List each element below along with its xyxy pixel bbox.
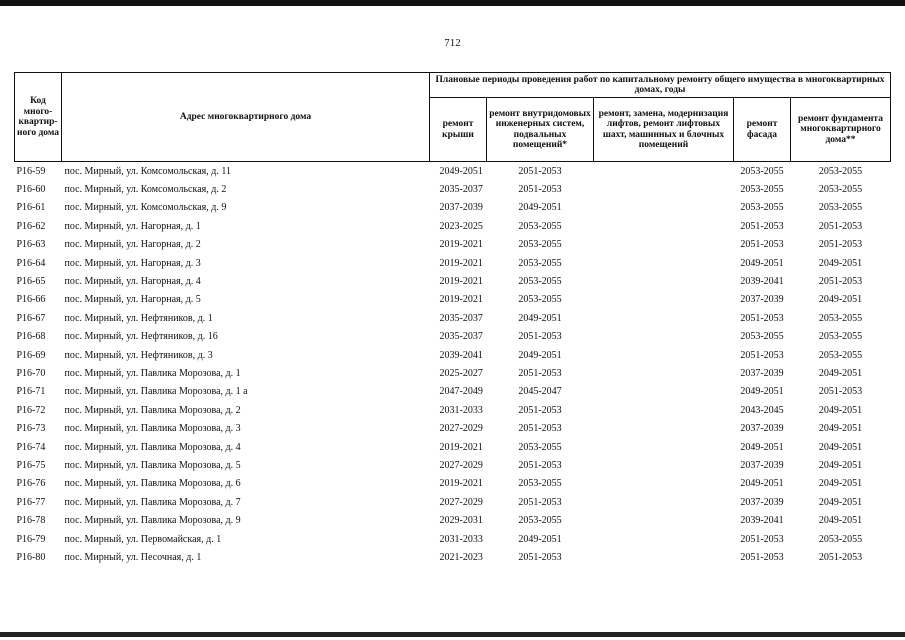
code-cell: Р16-61 bbox=[16, 202, 46, 214]
lifts-cell bbox=[594, 291, 734, 309]
systems-cell: 2053-2055 bbox=[518, 257, 562, 269]
address-cell: пос. Мирный, ул. Комсомольская, д. 9 bbox=[64, 202, 227, 214]
systems-cell: 2051-2053 bbox=[518, 496, 562, 508]
table-row bbox=[15, 162, 891, 181]
lifts-cell bbox=[594, 328, 734, 346]
roof-cell: 2027-2029 bbox=[439, 496, 483, 508]
address-cell: пос. Мирный, ул. Павлика Морозова, д. 4 bbox=[64, 441, 241, 453]
lifts-cell bbox=[594, 199, 734, 217]
address-cell: пос. Мирный, ул. Нагорная, д. 1 bbox=[64, 220, 201, 232]
facade-cell: 2053-2055 bbox=[740, 331, 784, 343]
table-row bbox=[15, 180, 891, 198]
header-facade: ремонт фасада bbox=[734, 98, 791, 162]
roof-cell: 2031-2033 bbox=[439, 404, 483, 416]
lifts-cell bbox=[594, 548, 734, 566]
code-cell: Р16-69 bbox=[16, 349, 46, 361]
foundation-cell: 2051-2053 bbox=[818, 220, 863, 232]
foundation-cell: 2049-2051 bbox=[818, 441, 863, 453]
lifts-cell bbox=[594, 383, 734, 401]
table-row bbox=[15, 309, 891, 327]
foundation-cell: 2051-2053 bbox=[818, 386, 863, 398]
roof-cell: 2027-2029 bbox=[439, 459, 483, 471]
bottom-border-bar bbox=[0, 632, 905, 637]
foundation-cell: 2051-2053 bbox=[818, 551, 863, 563]
foundation-cell: 2049-2051 bbox=[818, 423, 863, 435]
lifts-cell bbox=[594, 272, 734, 290]
facade-cell: 2037-2039 bbox=[740, 367, 784, 379]
facade-cell: 2037-2039 bbox=[740, 496, 784, 508]
address-cell: пос. Мирный, ул. Нефтяников, д. 16 bbox=[64, 331, 218, 343]
lifts-cell bbox=[594, 419, 734, 437]
table-row bbox=[15, 199, 891, 217]
table-row bbox=[15, 438, 891, 456]
table-row bbox=[15, 511, 891, 529]
header-systems: ремонт внутридомовых инженерных систем, подвальных помещений* bbox=[487, 98, 594, 162]
facade-cell: 2043-2045 bbox=[740, 404, 784, 416]
foundation-cell: 2053-2055 bbox=[818, 331, 863, 343]
code-cell: Р16-72 bbox=[16, 404, 46, 416]
roof-cell: 2035-2037 bbox=[439, 331, 483, 343]
lifts-cell bbox=[594, 180, 734, 198]
systems-cell: 2051-2053 bbox=[518, 459, 562, 471]
foundation-cell: 2051-2053 bbox=[818, 239, 863, 251]
address-cell: пос. Мирный, ул. Нагорная, д. 3 bbox=[64, 257, 201, 269]
roof-cell: 2035-2037 bbox=[439, 184, 483, 196]
address-cell: пос. Мирный, ул. Нагорная, д. 2 bbox=[64, 239, 201, 251]
roof-cell: 2019-2021 bbox=[439, 276, 483, 288]
foundation-cell: 2053-2055 bbox=[818, 533, 863, 545]
address-cell: пос. Мирный, ул. Павлика Морозова, д. 1 bbox=[64, 367, 241, 379]
roof-cell: 2019-2021 bbox=[439, 294, 483, 306]
systems-cell: 2049-2051 bbox=[518, 349, 562, 361]
table-row bbox=[15, 364, 891, 382]
lifts-cell bbox=[594, 236, 734, 254]
table-row bbox=[15, 493, 891, 511]
header-roof: ремонт крыши bbox=[430, 98, 487, 162]
foundation-cell: 2049-2051 bbox=[818, 515, 863, 527]
roof-cell: 2035-2037 bbox=[439, 312, 483, 324]
code-cell: Р16-65 bbox=[16, 276, 46, 288]
systems-cell: 2053-2055 bbox=[518, 239, 562, 251]
code-cell: Р16-62 bbox=[16, 220, 46, 232]
systems-cell: 2051-2053 bbox=[518, 367, 562, 379]
systems-cell: 2053-2055 bbox=[518, 441, 562, 453]
foundation-cell: 2049-2051 bbox=[818, 257, 863, 269]
facade-cell: 2037-2039 bbox=[740, 459, 784, 471]
roof-cell: 2025-2027 bbox=[439, 367, 483, 379]
facade-cell: 2051-2053 bbox=[740, 551, 784, 563]
code-cell: Р16-78 bbox=[16, 515, 46, 527]
code-cell: Р16-68 bbox=[16, 331, 46, 343]
lifts-cell bbox=[594, 401, 734, 419]
facade-cell: 2049-2051 bbox=[740, 257, 784, 269]
roof-cell: 2039-2041 bbox=[439, 349, 483, 361]
systems-cell: 2049-2051 bbox=[518, 202, 562, 214]
table-row bbox=[15, 254, 891, 272]
code-cell: Р16-77 bbox=[16, 496, 46, 508]
code-cell: Р16-79 bbox=[16, 533, 46, 545]
roof-cell: 2021-2023 bbox=[439, 551, 483, 563]
code-cell: Р16-64 bbox=[16, 257, 46, 269]
lifts-cell bbox=[594, 438, 734, 456]
table-row bbox=[15, 530, 891, 548]
code-cell: Р16-71 bbox=[16, 386, 46, 398]
code-cell: Р16-80 bbox=[16, 551, 46, 563]
table-row bbox=[15, 328, 891, 346]
foundation-cell: 2053-2055 bbox=[818, 165, 863, 177]
systems-cell: 2051-2053 bbox=[518, 551, 562, 563]
address-cell: пос. Мирный, ул. Комсомольская, д. 2 bbox=[64, 184, 227, 196]
address-cell: пос. Мирный, ул. Павлика Морозова, д. 5 bbox=[64, 459, 241, 471]
code-cell: Р16-60 bbox=[16, 184, 46, 196]
facade-cell: 2053-2055 bbox=[740, 165, 784, 177]
facade-cell: 2051-2053 bbox=[740, 533, 784, 545]
header-address: Адрес многоквартирного дома bbox=[62, 73, 430, 162]
systems-cell: 2051-2053 bbox=[518, 165, 562, 177]
systems-cell: 2051-2053 bbox=[518, 423, 562, 435]
lifts-cell bbox=[594, 217, 734, 235]
facade-cell: 2049-2051 bbox=[740, 478, 784, 490]
foundation-cell: 2053-2055 bbox=[818, 202, 863, 214]
facade-cell: 2051-2053 bbox=[740, 312, 784, 324]
address-cell: пос. Мирный, ул. Нефтяников, д. 3 bbox=[64, 349, 213, 361]
foundation-cell: 2053-2055 bbox=[818, 349, 863, 361]
facade-cell: 2037-2039 bbox=[740, 423, 784, 435]
address-cell: пос. Мирный, ул. Павлика Морозова, д. 1 а bbox=[64, 386, 248, 398]
facade-cell: 2039-2041 bbox=[740, 515, 784, 527]
roof-cell: 2019-2021 bbox=[439, 441, 483, 453]
roof-cell: 2031-2033 bbox=[439, 533, 483, 545]
address-cell: пос. Мирный, ул. Первомайская, д. 1 bbox=[64, 533, 222, 545]
address-cell: пос. Мирный, ул. Песочная, д. 1 bbox=[64, 551, 202, 563]
table-body bbox=[15, 162, 891, 567]
table-row bbox=[15, 217, 891, 235]
lifts-cell bbox=[594, 254, 734, 272]
table-row bbox=[15, 346, 891, 364]
roof-cell: 2047-2049 bbox=[439, 386, 483, 398]
header-lifts: ремонт, замена, модернизация лифтов, ремонт лифтовых шахт, машинных и блочных помещений bbox=[594, 98, 734, 162]
code-cell: Р16-74 bbox=[16, 441, 46, 453]
lifts-cell bbox=[594, 346, 734, 364]
table-row bbox=[15, 475, 891, 493]
lifts-cell bbox=[594, 511, 734, 529]
lifts-cell bbox=[594, 530, 734, 548]
facade-cell: 2051-2053 bbox=[740, 220, 784, 232]
capital-repair-table bbox=[14, 72, 891, 567]
facade-cell: 2053-2055 bbox=[740, 202, 784, 214]
systems-cell: 2051-2053 bbox=[518, 404, 562, 416]
systems-cell: 2045-2047 bbox=[518, 386, 562, 398]
foundation-cell: 2049-2051 bbox=[818, 294, 863, 306]
systems-cell: 2053-2055 bbox=[518, 220, 562, 232]
foundation-cell: 2053-2055 bbox=[818, 184, 863, 196]
code-cell: Р16-67 bbox=[16, 312, 46, 324]
facade-cell: 2049-2051 bbox=[740, 386, 784, 398]
table-row bbox=[15, 548, 891, 566]
foundation-cell: 2049-2051 bbox=[818, 367, 863, 379]
roof-cell: 2019-2021 bbox=[439, 478, 483, 490]
table-row bbox=[15, 456, 891, 474]
table-row bbox=[15, 419, 891, 437]
code-cell: Р16-76 bbox=[16, 478, 46, 490]
header-group: Плановые периоды проведения работ по капитальному ремонту общего имущества в многоквартирных домах, годы bbox=[430, 73, 891, 98]
foundation-cell: 2051-2053 bbox=[818, 276, 863, 288]
address-cell: пос. Мирный, ул. Нагорная, д. 4 bbox=[64, 276, 201, 288]
code-cell: Р16-70 bbox=[16, 367, 46, 379]
facade-cell: 2039-2041 bbox=[740, 276, 784, 288]
lifts-cell bbox=[594, 309, 734, 327]
address-cell: пос. Мирный, ул. Нефтяников, д. 1 bbox=[64, 312, 213, 324]
systems-cell: 2053-2055 bbox=[518, 478, 562, 490]
address-cell: пос. Мирный, ул. Павлика Морозова, д. 7 bbox=[64, 496, 241, 508]
address-cell: пос. Мирный, ул. Павлика Морозова, д. 6 bbox=[64, 478, 241, 490]
address-cell: пос. Мирный, ул. Нагорная, д. 5 bbox=[64, 294, 201, 306]
table-row bbox=[15, 401, 891, 419]
table-row bbox=[15, 383, 891, 401]
systems-cell: 2051-2053 bbox=[518, 331, 562, 343]
address-cell: пос. Мирный, ул. Комсомольская, д. 11 bbox=[64, 165, 231, 177]
code-cell: Р16-75 bbox=[16, 459, 46, 471]
roof-cell: 2037-2039 bbox=[439, 202, 483, 214]
foundation-cell: 2049-2051 bbox=[818, 459, 863, 471]
systems-cell: 2049-2051 bbox=[518, 533, 562, 545]
facade-cell: 2053-2055 bbox=[740, 184, 784, 196]
systems-cell: 2053-2055 bbox=[518, 276, 562, 288]
systems-cell: 2049-2051 bbox=[518, 312, 562, 324]
facade-cell: 2049-2051 bbox=[740, 441, 784, 453]
roof-cell: 2019-2021 bbox=[439, 239, 483, 251]
lifts-cell bbox=[594, 456, 734, 474]
systems-cell: 2053-2055 bbox=[518, 515, 562, 527]
address-cell: пос. Мирный, ул. Павлика Морозова, д. 3 bbox=[64, 423, 241, 435]
roof-cell: 2027-2029 bbox=[439, 423, 483, 435]
roof-cell: 2049-2051 bbox=[439, 165, 483, 177]
code-cell: Р16-66 bbox=[16, 294, 46, 306]
table-header bbox=[15, 73, 891, 162]
code-cell: Р16-63 bbox=[16, 239, 46, 251]
lifts-cell bbox=[594, 475, 734, 493]
foundation-cell: 2053-2055 bbox=[818, 312, 863, 324]
header-foundation: ремонт фундамента многоквартирного дома** bbox=[791, 98, 891, 162]
table-row bbox=[15, 291, 891, 309]
lifts-cell bbox=[594, 493, 734, 511]
foundation-cell: 2049-2051 bbox=[818, 478, 863, 490]
facade-cell: 2051-2053 bbox=[740, 349, 784, 361]
lifts-cell bbox=[594, 162, 734, 181]
facade-cell: 2051-2053 bbox=[740, 239, 784, 251]
foundation-cell: 2049-2051 bbox=[818, 404, 863, 416]
lifts-cell bbox=[594, 364, 734, 382]
roof-cell: 2019-2021 bbox=[439, 257, 483, 269]
top-border-bar bbox=[0, 0, 905, 6]
foundation-cell: 2049-2051 bbox=[818, 496, 863, 508]
header-code: Код много-квартир-ного дома bbox=[15, 73, 62, 162]
table-row bbox=[15, 236, 891, 254]
address-cell: пос. Мирный, ул. Павлика Морозова, д. 9 bbox=[64, 515, 241, 527]
systems-cell: 2051-2053 bbox=[518, 184, 562, 196]
code-cell: Р16-59 bbox=[16, 165, 46, 177]
address-cell: пос. Мирный, ул. Павлика Морозова, д. 2 bbox=[64, 404, 241, 416]
systems-cell: 2053-2055 bbox=[518, 294, 562, 306]
page-number: 712 bbox=[444, 37, 461, 49]
table-row bbox=[15, 272, 891, 290]
roof-cell: 2023-2025 bbox=[439, 220, 483, 232]
facade-cell: 2037-2039 bbox=[740, 294, 784, 306]
roof-cell: 2029-2031 bbox=[439, 515, 483, 527]
code-cell: Р16-73 bbox=[16, 423, 46, 435]
